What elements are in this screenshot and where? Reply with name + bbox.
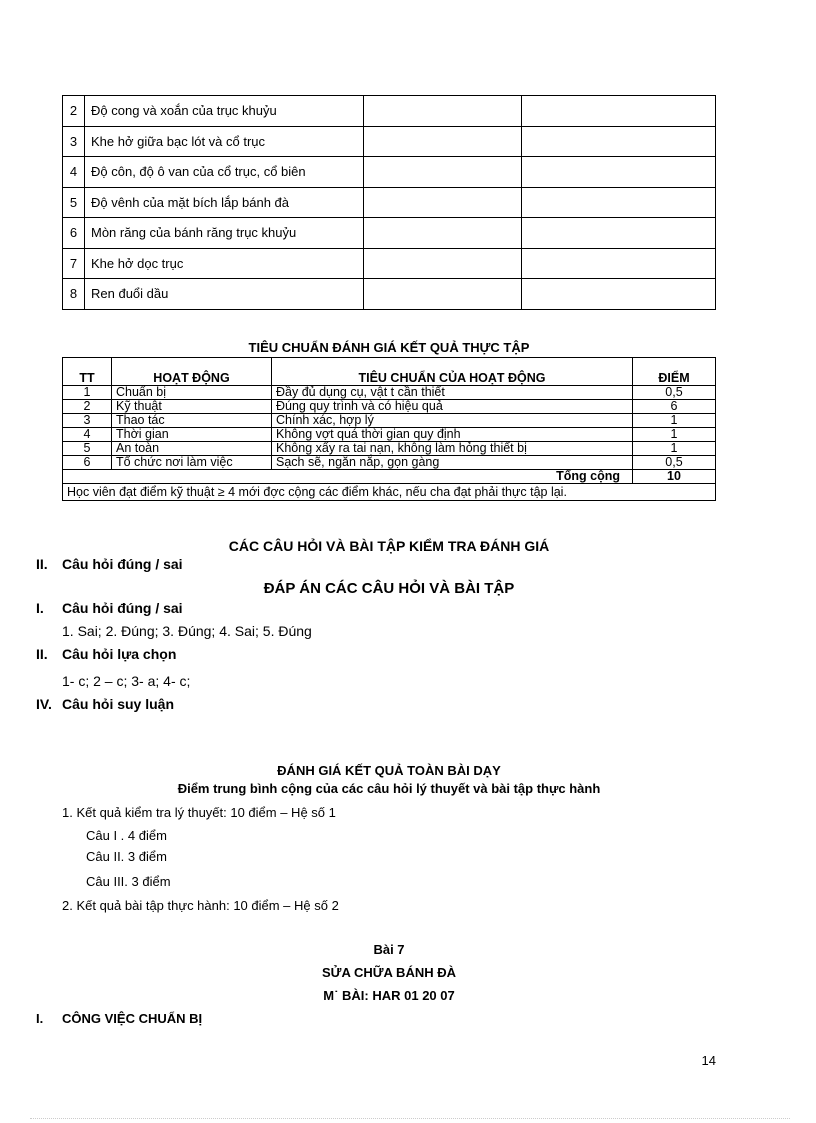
answers-s2-answer: 1- c; 2 – c; 3- a; 4- c; xyxy=(62,673,191,689)
overall-q3: Câu III. 3 điểm xyxy=(86,874,171,889)
row-description: Khe hở dọc trục xyxy=(85,248,364,279)
eval-score: 1 xyxy=(633,428,716,442)
eval-tt: 3 xyxy=(63,414,112,428)
eval-criteria: Không vợt quá thời gian quy định xyxy=(272,428,633,442)
row-number: 8 xyxy=(63,279,85,310)
eval-activity: Thời gian xyxy=(112,428,272,442)
row-number: 7 xyxy=(63,248,85,279)
row-description: Độ côn, độ ô van của cổ trục, cổ biên xyxy=(85,157,364,188)
inspection-row xyxy=(63,96,716,127)
overall-item2: 2. Kết quả bài tập thực hành: 10 điểm – Hệ số 2 xyxy=(62,898,339,913)
eval-score: 0,5 xyxy=(633,456,716,470)
eval-criteria: Không xẩy ra tai nạn, không làm hỏng thiết bị xyxy=(272,442,633,456)
row-empty-cell xyxy=(364,126,522,157)
eval-activity: Kỹ thuật xyxy=(112,400,272,414)
eval-activity: Thao tác xyxy=(112,414,272,428)
answers-s1-answer: 1. Sai; 2. Đúng; 3. Đúng; 4. Sai; 5. Đúng xyxy=(62,623,312,639)
row-empty-cell xyxy=(522,157,716,188)
eval-row xyxy=(63,400,716,414)
eval-score: 1 xyxy=(633,442,716,456)
eval-table xyxy=(62,357,716,501)
eval-tt: 4 xyxy=(63,428,112,442)
inspection-row xyxy=(63,157,716,188)
lesson-name: SỬA CHỮA BÁNH ĐÀ xyxy=(322,965,456,980)
eval-score: 1 xyxy=(633,414,716,428)
overall-item1: 1. Kết quả kiểm tra lý thuyết: 10 điểm – Hệ số 1 xyxy=(62,805,336,820)
row-number: 2 xyxy=(63,96,85,127)
row-empty-cell xyxy=(364,248,522,279)
answers-title: ĐÁP ÁN CÁC CÂU HỎI VÀ BÀI TẬP xyxy=(263,580,515,597)
row-empty-cell xyxy=(364,187,522,218)
eval-tt: 1 xyxy=(63,386,112,400)
inspection-row xyxy=(63,126,716,157)
eval-activity: Tổ chức nơi làm việc xyxy=(112,456,272,470)
eval-activity: Chuẩn bị xyxy=(112,386,272,400)
row-number: 3 xyxy=(63,126,85,157)
inspection-table xyxy=(62,95,716,310)
eval-row xyxy=(63,442,716,456)
eval-tt: 6 xyxy=(63,456,112,470)
eval-criteria: Sạch sẽ, ngăn nắp, gọn gàng xyxy=(272,456,633,470)
eval-row xyxy=(63,414,716,428)
eval-table-title: TIÊU CHUẨN ĐÁNH GIÁ KẾT QUẢ THỰC TẬP xyxy=(248,340,530,355)
eval-tt: 5 xyxy=(63,442,112,456)
row-description: Độ vênh của mặt bích lắp bánh đà xyxy=(85,187,364,218)
row-number: 5 xyxy=(63,187,85,218)
answers-s1-num: I. xyxy=(36,600,44,616)
eval-tt: 2 xyxy=(63,400,112,414)
header-tt: TT xyxy=(63,358,112,386)
row-empty-cell xyxy=(364,218,522,249)
row-empty-cell xyxy=(522,187,716,218)
questions-item-num: II. xyxy=(36,556,48,572)
eval-criteria: Chính xác, hợp lý xyxy=(272,414,633,428)
answers-s3-text: Câu hỏi suy luận xyxy=(62,696,175,712)
row-empty-cell xyxy=(522,218,716,249)
eval-total-label: Tổng cộng xyxy=(63,470,633,484)
answers-s3-num: IV. xyxy=(36,696,52,712)
questions-title: CÁC CÂU HỎI VÀ BÀI TẬP KIỂM TRA ĐÁNH GIÁ xyxy=(228,538,550,554)
answers-s1-text: Câu hỏi đúng / sai xyxy=(62,600,183,616)
page-bottom-border xyxy=(30,1118,790,1119)
inspection-row xyxy=(63,187,716,218)
overall-q2: Câu II. 3 điểm xyxy=(86,849,167,864)
row-description: Độ cong và xoắn của trục khuỷu xyxy=(85,96,364,127)
eval-row xyxy=(63,386,716,400)
lesson-sec-text: CÔNG VIỆC CHUẨN BỊ xyxy=(62,1011,203,1026)
row-empty-cell xyxy=(522,126,716,157)
eval-score: 6 xyxy=(633,400,716,414)
header-activity: HOẠT ĐỘNG xyxy=(112,358,272,386)
header-criteria: TIÊU CHUẨN CỦA HOẠT ĐỘNG xyxy=(272,358,633,386)
row-empty-cell xyxy=(364,96,522,127)
eval-note: Học viên đạt điểm kỹ thuật ≥ 4 mới đợc cộng các điểm khác, nếu cha đạt phải thực tập lại. xyxy=(63,484,716,501)
eval-note-row xyxy=(63,484,716,501)
eval-total-value: 10 xyxy=(633,470,716,484)
row-empty-cell xyxy=(522,248,716,279)
eval-criteria: Đúng quy trình và có hiệu quả xyxy=(272,400,633,414)
row-description: Mòn răng của bánh răng trục khuỷu xyxy=(85,218,364,249)
lesson-sec-num: I. xyxy=(36,1011,44,1026)
lesson-code: M˙ BÀI: HAR 01 20 07 xyxy=(323,988,455,1003)
header-score: ĐIỂM xyxy=(633,358,716,386)
lesson-number: Bài 7 xyxy=(373,942,405,957)
inspection-row xyxy=(63,248,716,279)
row-empty-cell xyxy=(522,279,716,310)
row-empty-cell xyxy=(522,96,716,127)
eval-total-row xyxy=(63,470,716,484)
eval-row xyxy=(63,428,716,442)
answers-s2-num: II. xyxy=(36,646,48,662)
eval-score: 0,5 xyxy=(633,386,716,400)
row-description: Ren đuổi dầu xyxy=(85,279,364,310)
row-description: Khe hở giữa bạc lót và cổ trục xyxy=(85,126,364,157)
overall-subtitle: Điểm trung bình cộng của các câu hỏi lý thuyết và bài tập thực hành xyxy=(177,781,601,796)
eval-criteria: Đầy đủ dụng cụ, vật t cần thiết xyxy=(272,386,633,400)
row-number: 6 xyxy=(63,218,85,249)
eval-row xyxy=(63,456,716,470)
inspection-row xyxy=(63,218,716,249)
row-number: 4 xyxy=(63,157,85,188)
overall-q1: Câu I . 4 điểm xyxy=(86,828,167,843)
eval-activity: An toàn xyxy=(112,442,272,456)
page-number: 14 xyxy=(701,1053,716,1068)
overall-title: ĐÁNH GIÁ KẾT QUẢ TOÀN BÀI DẠY xyxy=(277,763,501,778)
row-empty-cell xyxy=(364,279,522,310)
inspection-row xyxy=(63,279,716,310)
questions-item-text: Câu hỏi đúng / sai xyxy=(62,556,183,572)
answers-s2-text: Câu hỏi lựa chọn xyxy=(62,646,177,662)
eval-table-header xyxy=(63,358,716,386)
row-empty-cell xyxy=(364,157,522,188)
